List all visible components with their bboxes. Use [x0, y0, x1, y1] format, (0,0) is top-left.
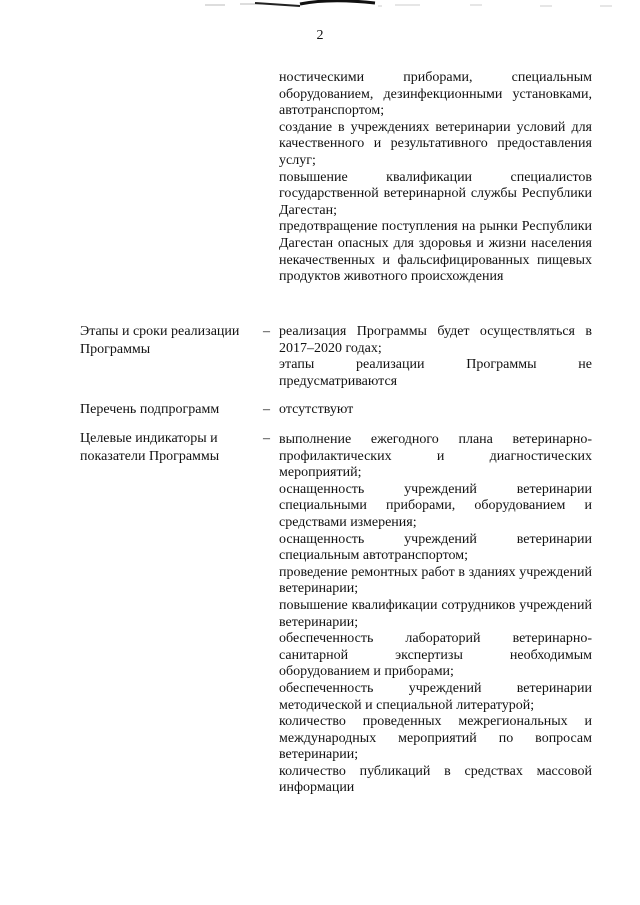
- list-item: количество проведенных межрегиональных и международных мероприятий по вопросам ветеринарии;: [279, 714, 592, 763]
- list-item: этапы реализации Программы не предусматриваются: [279, 357, 592, 389]
- list-item: оснащенность учреждений ветеринарии специальным автотранспортом;: [279, 531, 592, 564]
- dash: –: [263, 324, 270, 339]
- section-items-stages: [279, 324, 592, 390]
- list-item: выполнение ежегодного плана ветеринарно-профилактических и диагностических мероприятий;: [279, 432, 592, 481]
- page-number: 2: [316, 28, 324, 43]
- list-item: количество публикаций в средствах массовой информации: [279, 763, 592, 796]
- section-label-stages: Этапы и сроки реализации Программы: [80, 324, 240, 357]
- list-item: оснащенность учреждений ветеринарии специальными приборами, оборудованием и средствами измерения;: [279, 481, 592, 530]
- list-item: ностическими приборами, специальным оборудованием, дезинфекционными установками, автотранспортом;: [279, 70, 592, 119]
- list-item: отсутствуют: [279, 402, 354, 417]
- list-item: обеспеченность учреждений ветеринарии методической и специальной литературой;: [279, 680, 592, 713]
- section-label-indicators: Целевые индикаторы и показатели Программы: [80, 431, 220, 464]
- section-items-subprograms: [279, 402, 592, 419]
- section-items-indicators: [279, 432, 592, 797]
- section-label-subprograms: Перечень подпрограмм: [80, 402, 220, 417]
- list-item: создание в учреждениях ветеринарии условий для качественного и результативного предоставления услуг;: [279, 119, 592, 168]
- list-item: предотвращение поступления на рынки Республики Дагестан опасных для здоровья и жизни населения некачественных и фальсифицированных пищевых продуктов животного происхождения: [279, 219, 592, 285]
- scan-artifact-top: [0, 0, 640, 12]
- list-item: обеспеченность лабораторий ветеринарно-санитарной экспертизы необходимым оборудованием и приборами;: [279, 631, 592, 680]
- list-item: повышение квалификации специалистов государственной ветеринарной службы Республики Дагестан;: [279, 169, 592, 218]
- list-item: реализация Программы будет осуществляться в 2017–2020 годах;: [279, 324, 592, 356]
- list-item: повышение квалификации сотрудников учреждений ветеринарии;: [279, 597, 592, 630]
- continued-items: [279, 70, 592, 286]
- dash: –: [263, 431, 270, 446]
- dash: –: [263, 402, 270, 417]
- list-item: проведение ремонтных работ в зданиях учреждений ветеринарии;: [279, 564, 592, 597]
